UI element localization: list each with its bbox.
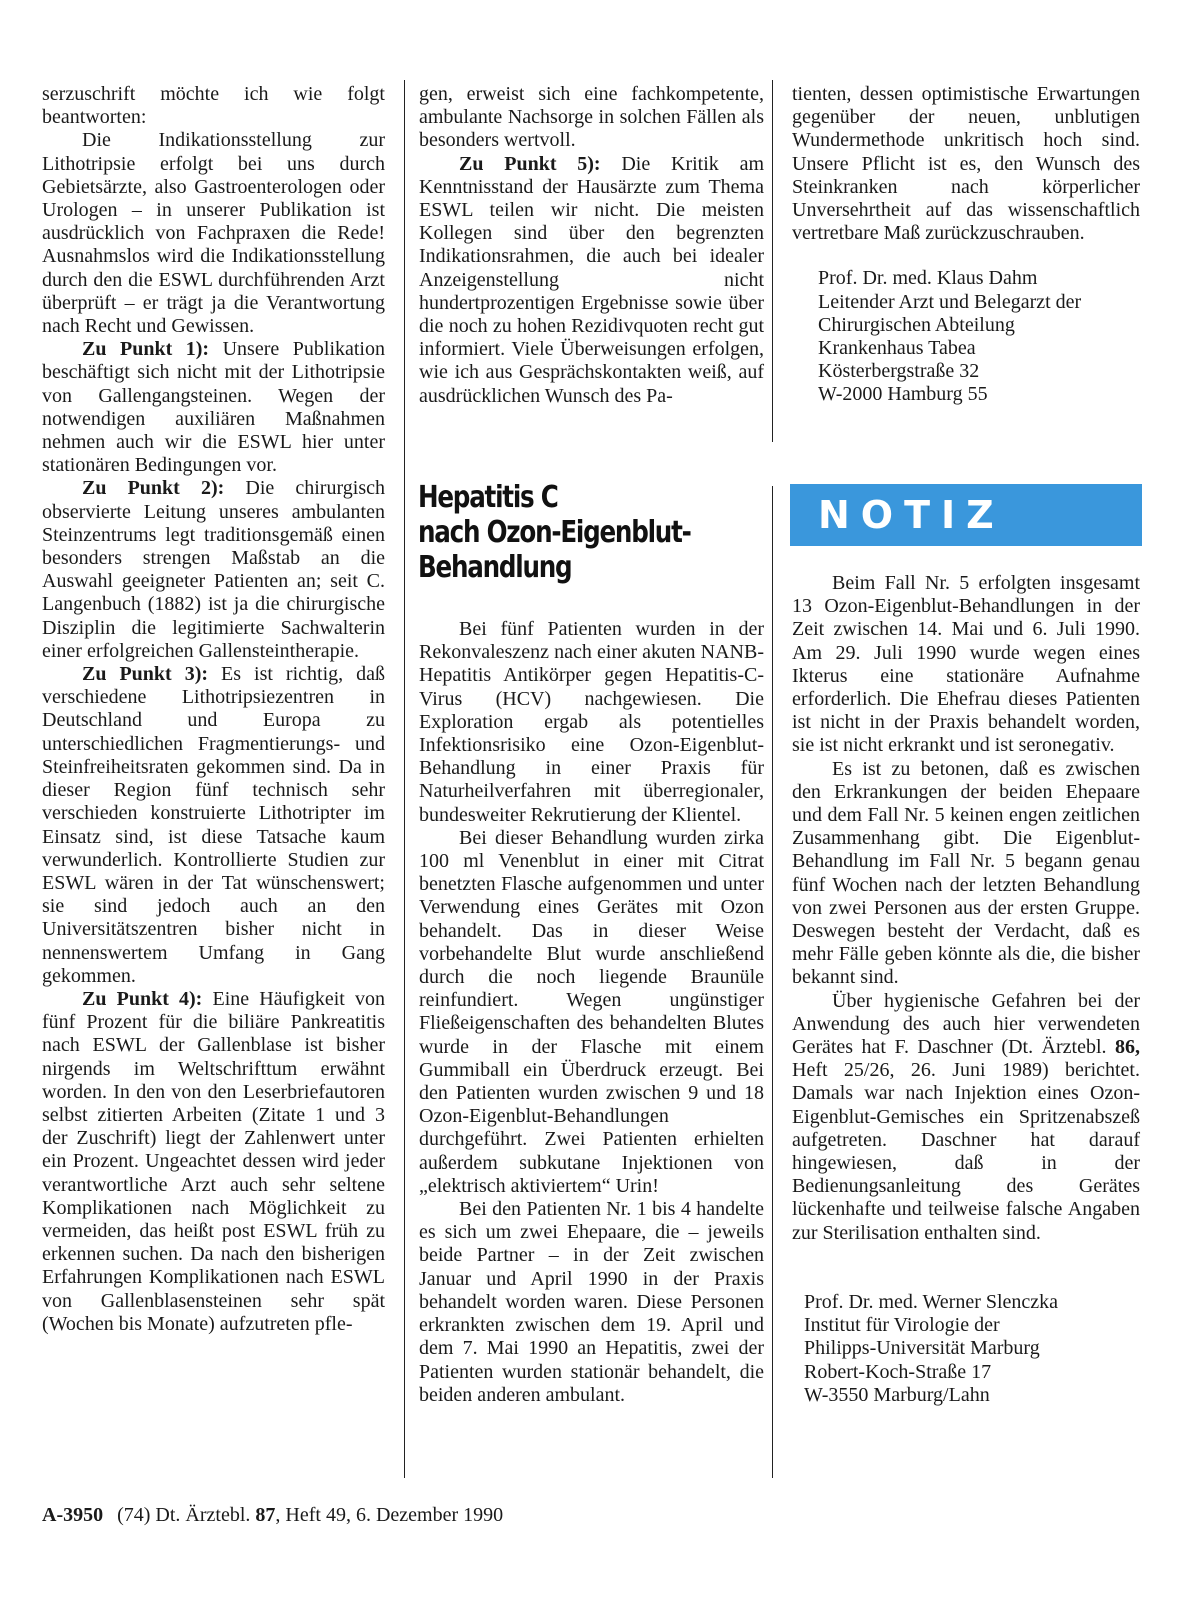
- point-text: Eine Häufigkeit von fünf Prozent für die biliäre Pankreatitis nach ESWL der Gallenblase ist bisher nirgends im Weltschrifttum erwähnt worden. In den von den Leserbriefautoren selbst zitierten Arbeiten (Zitate 1 und 3 der Zuschrift) liegt der Zahlenwert unter ein Prozent. Ungeachtet dessen wird jeder verantwortliche Arzt auch sehr seltene Komplikationen nach Möglichkeit zu vermeiden, das heißt post ESWL früh zu erkennen suchen. Da nach den bisherigen Erfahrungen Komplikationen nach ESWL von Gallenblasensteinen sehr spät (Wochen bis Monate) aufzutreten pfle-: [42, 987, 385, 1335]
- notiz-banner: [790, 484, 1142, 546]
- point-label: Zu Punkt 3):: [82, 663, 209, 686]
- point-text: Die chirurgisch observierte Leitung unseres ambulanten Steinzentrums legt traditionsgemäß einen besonders strengen Maßstab an die Auswahl geeigneter Patienten an; seit C. Langenbuch (1882) ist ja die chirurgische Disziplin die legitimierte Sachwalterin einer erfolgreichen Gallensteintherapie.: [42, 477, 385, 662]
- page-code: A-3950: [42, 1504, 104, 1526]
- letter-reply-column-2: [419, 83, 764, 408]
- page-footer: [42, 1504, 503, 1527]
- point-text: Die Kritik am Kenntnisstand der Hausärzte zum Thema ESWL teilen wir nicht. Die meisten Kollegen sind über den begrenzten Indikationsrahmen, die auch bei idealer Anzeigenstellung nicht hundertprozentigen Ergebnisse sowie über die noch zu hohen Rezidivquoten recht gut informiert. Viele Überweisungen erfolgen, wie ich aus Gesprächskontakten weiß, auf ausdrücklichen Wunsch des Pa-: [419, 152, 765, 407]
- column-divider: [772, 486, 773, 1478]
- column-divider: [772, 80, 773, 442]
- signature-line: Philipps-Universität Marburg: [804, 1337, 1040, 1360]
- signature-line: Chirurgischen Abteilung: [818, 313, 1015, 336]
- signature-line: Prof. Dr. med. Klaus Dahm: [818, 267, 1038, 290]
- text: Heft 25/26, 26. Juni 1989) berichtet. Damals war nach Injektion eines Ozon-Eigenblut-Gemisches ein Spritzenabszeß aufgetreten. Daschner hat darauf hingewiesen, daß in der Bedienungsanleitung des Gerätes lückenhafte und teilweise falsche Angaben zur Sterilisation enthalten sind.: [792, 1059, 1140, 1244]
- signature-line: W-2000 Hamburg 55: [818, 383, 988, 406]
- volume-number: 86,: [1115, 1036, 1140, 1059]
- paragraph: [42, 663, 385, 988]
- paragraph: Beim Fall Nr. 5 erfolgten insgesamt 13 Ozon-Eigenblut-Behandlungen in der Zeit zwischen 14. Mai und 6. Juli 1990. Am 29. Juli 1990 wurde wegen eines Ikterus eine stationäre Aufnahme erforderlich. Die Ehefrau dieses Patienten ist nicht in der Praxis behandelt worden, sie ist nicht erkrankt und ist seronegativ.: [792, 572, 1140, 757]
- point-label: Zu Punkt 4):: [82, 987, 203, 1010]
- paragraph: Bei dieser Behandlung wurden zirka 100 ml Venenblut in einer mit Citrat benetzten Flasche aufgenommen und unter Verwendung eines Gerätes mit Ozon behandelt. Das in dieser Weise vorbehandelte Blut wurde anschließend durch die noch liegende Braunüle reinfundiert. Wegen ungünstiger Fließeigenschaften des behandelten Blutes wurde in der Flasche mit einem Gummiball ein Überdruck erzeugt. Bei den Patienten wurden zwischen 9 und 18 Ozon-Eigenblut-Behandlungen durchgeführt. Zwei Patienten erhielten außerdem subkutane Injektionen von „elektrisch aktiviertem“ Urin!: [419, 826, 764, 1197]
- footer-text: , Heft 49, 6. Dezember 1990: [275, 1504, 504, 1526]
- signature-line: Kösterbergstraße 32: [818, 360, 980, 383]
- volume-number: 87: [255, 1504, 276, 1526]
- paragraph: [42, 988, 385, 1336]
- point-label: Zu Punkt 1):: [82, 338, 210, 361]
- text: Über hygienische Gefahren bei der Anwendung des auch hier verwendeten Gerätes hat F. Daschner (Dt. Ärztebl.: [792, 989, 1140, 1059]
- point-text: Es ist richtig, daß verschiedene Lithotripsiezentren in Deutschland und Europa zu unterschiedlichen Fragmentierungs- und Steinfreiheitsraten gekommen sind. Da in dieser Region fünf technisch sehr verschieden konstruierte Lithotripter im Einsatz sind, ist diese Tatsache kaum verwunderlich. Kontrollierte Studien zur ESWL wären in der Tat wünschenswert; sie sind jedoch auch an den Universitätszentren bisher nicht in nennenswertem Umfang in Gang gekommen.: [42, 663, 386, 987]
- paragraph: [42, 477, 385, 663]
- letter-reply-column-1: [42, 83, 385, 1336]
- article-body: [419, 618, 764, 1407]
- paragraph: [419, 153, 764, 408]
- column-divider: [404, 80, 405, 1478]
- paragraph: Die Indikationsstellung zur Lithotripsie erfolgt bei uns durch Gebietsärzte, also Gastroenterologen oder Urologen – in unserer Publikation ist ausdrücklich von Fachpraxen die Rede! Ausnahmslos wird die Indikationsstellung durch den die ESWL durchführenden Arzt überprüft – er trägt ja die Verantwortung nach Recht und Gewissen.: [42, 129, 385, 338]
- paragraph: gen, erweist sich eine fachkompetente, ambulante Nachsorge in solchen Fällen als besonders wertvoll.: [419, 83, 764, 152]
- signature-line: Robert-Koch-Straße 17: [804, 1360, 992, 1383]
- signature-line: W-3550 Marburg/Lahn: [804, 1383, 990, 1406]
- paragraph: serzuschrift möchte ich wie folgt beantworten:: [42, 83, 385, 129]
- paragraph: [792, 990, 1140, 1245]
- heading-line: nach Ozon-Eigenblut-: [418, 515, 691, 550]
- point-text: Unsere Publikation beschäftigt sich nicht mit der Lithotripsie von Gallengangsteinen. Wegen der notwendigen auxiliären Maßnahmen nehmen auch wir die ESWL hier unter stationären Bedingungen vor.: [42, 338, 385, 477]
- author-signature: [792, 267, 1140, 406]
- signature-line: Leitender Arzt und Belegarzt der: [818, 290, 1082, 313]
- signature-line: Krankenhaus Tabea: [818, 337, 976, 360]
- letter-reply-column-3: [792, 83, 1140, 407]
- signature-line: Prof. Dr. med. Werner Slenczka: [804, 1290, 1059, 1313]
- notiz-body: [792, 572, 1140, 1407]
- paragraph: tienten, dessen optimistische Erwartungen gegenüber der neuen, unblutigen Wundermethode unkritisch hoch sind. Unsere Pflicht ist es, den Wunsch des Steinkranken nach körperlicher Unversehrtheit auf das wissenschaftlich vertretbare Maß zurückzuschrauben.: [792, 83, 1140, 245]
- paragraph: Es ist zu betonen, daß es zwischen den Erkrankungen der beiden Ehepaare und dem Fall Nr. 5 keinen engen zeitlichen Zusammenhang gibt. Die Eigenblut-Behandlung im Fall Nr. 5 begann genau fünf Wochen nach der letzten Behandlung von zwei Personen aus der ersten Gruppe. Deswegen besteht der Verdacht, daß es mehr Fälle geben könnte als die, die bisher bekannt sind.: [792, 757, 1140, 989]
- heading-line: Behandlung: [418, 550, 572, 585]
- paragraph: Bei den Patienten Nr. 1 bis 4 handelte es sich um zwei Ehepaare, die – jeweils beide Partner – in der Zeit zwischen Januar und April 1990 in der Praxis behandelt worden waren. Diese Personen erkrankten zwischen dem 19. April und dem 7. Mai 1990 an Hepatitis, zwei der Patienten wurden stationär behandelt, die beiden anderen ambulant.: [419, 1198, 764, 1406]
- notiz-label: NOTIZ: [818, 493, 1005, 537]
- point-label: Zu Punkt 5):: [459, 152, 601, 175]
- point-label: Zu Punkt 2):: [82, 477, 225, 500]
- article-heading: [418, 480, 697, 585]
- footer-text: (74) Dt. Ärztebl.: [117, 1504, 256, 1526]
- paragraph: [42, 338, 385, 477]
- signature-line: Institut für Virologie der: [804, 1314, 1000, 1337]
- author-signature: [792, 1291, 1140, 1407]
- paragraph: Bei fünf Patienten wurden in der Rekonvaleszenz nach einer akuten NANB-Hepatitis Antikörper gegen Hepatitis-C-Virus (HCV) nachgewiesen. Die Exploration ergab als potentielles Infektionsrisiko eine Ozon-Eigenblut-Behandlung in einer Praxis für Naturheilverfahren mit überregionaler, bundesweiter Rekrutierung der Klientel.: [419, 618, 764, 826]
- heading-line: Hepatitis C: [418, 480, 558, 515]
